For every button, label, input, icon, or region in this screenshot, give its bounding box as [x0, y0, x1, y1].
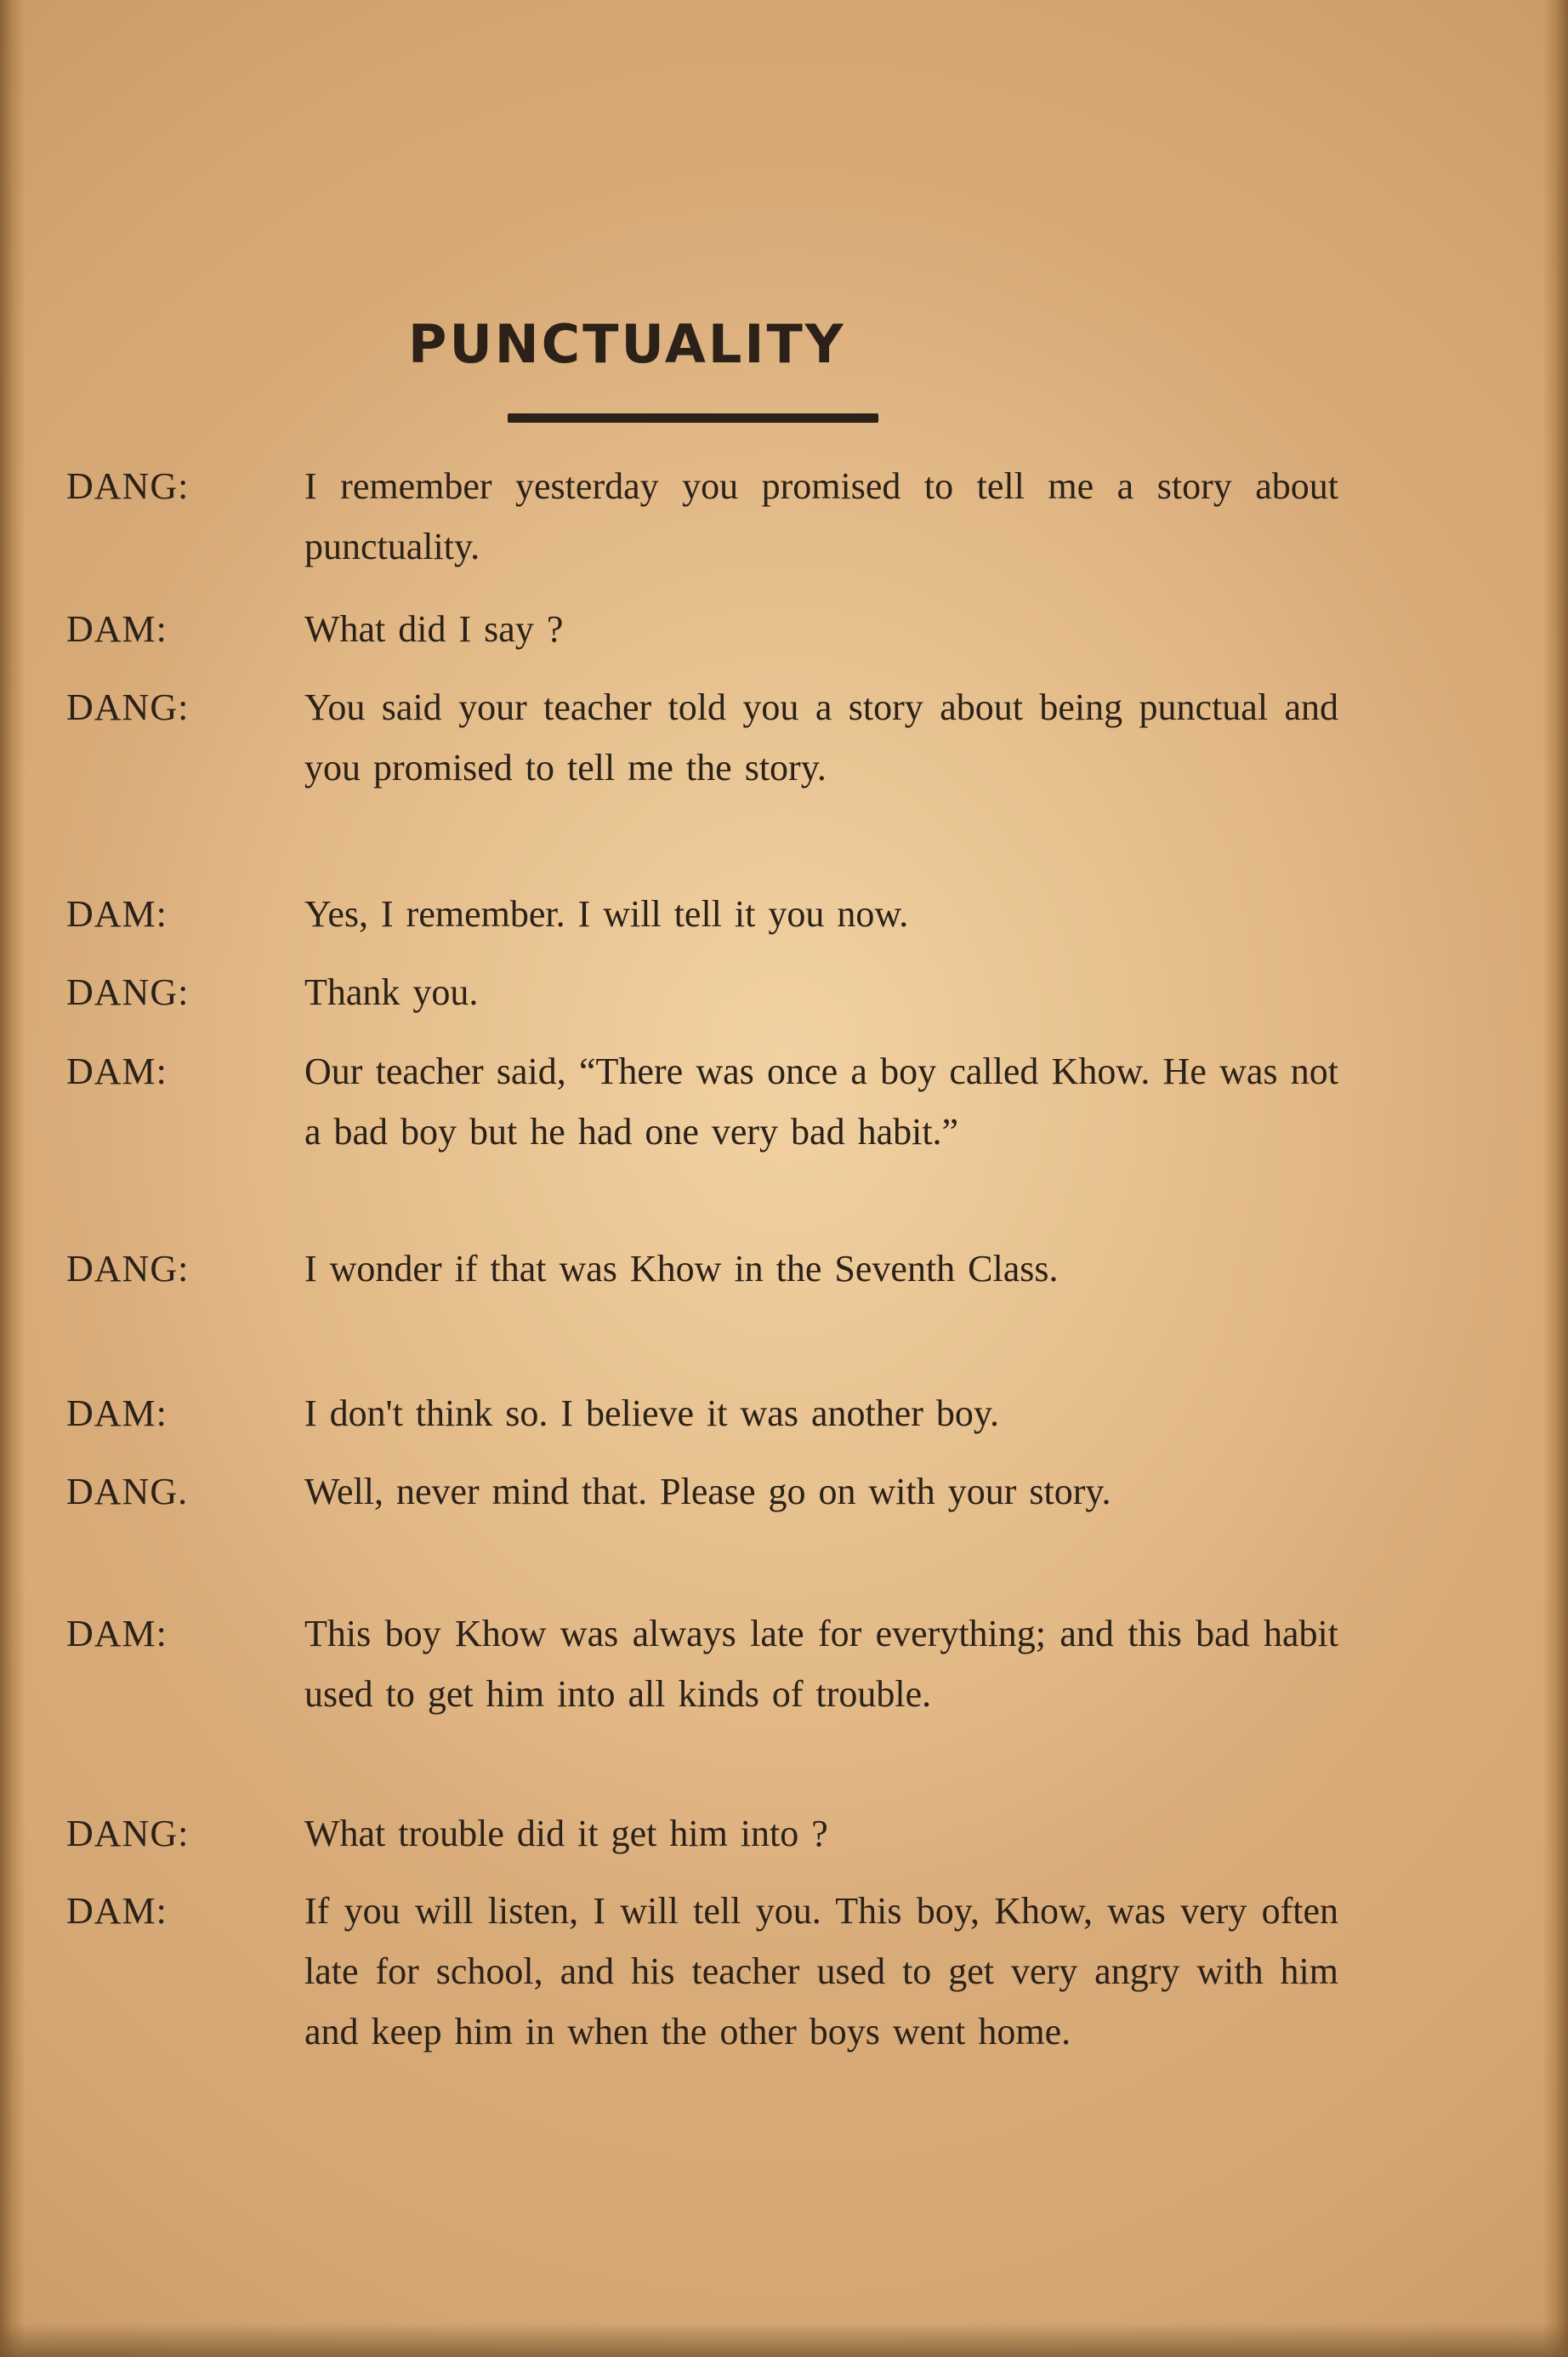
speech-text: You said your teacher told you a story about being punctual and you promised to tell me the story.: [304, 686, 1338, 789]
page-edge-shadow-left: [0, 0, 26, 2357]
speaker-label: DAM:: [66, 608, 168, 650]
speech-text: Thank you.: [304, 971, 479, 1013]
speaker-label: DANG.: [66, 1471, 189, 1512]
speech-text: Our teacher said, “There was once a boy called Khow. He was not a bad boy but he had one very bad habit.”: [304, 1050, 1338, 1153]
speaker-label: DAM:: [66, 1613, 168, 1654]
speech-text: Yes, I remember. I will tell it you now.: [304, 893, 909, 935]
page-edge-shadow-right: [1542, 0, 1568, 2357]
page-edge-shadow-bottom: [0, 2323, 1568, 2357]
speaker-label: DANG:: [66, 1248, 190, 1290]
speech-text: I wonder if that was Khow in the Seventh Class.: [304, 1248, 1059, 1290]
speech-text: Well, never mind that. Please go on with your story.: [304, 1471, 1111, 1512]
speaker-label: DANG:: [66, 465, 190, 507]
speaker-label: DAM:: [66, 893, 168, 935]
speech-text: What trouble did it get him into ?: [304, 1813, 828, 1854]
speaker-label: DANG:: [66, 686, 190, 728]
speech-text: This boy Khow was always late for everything; and this bad habit used to get him into all kinds of trouble.: [304, 1613, 1338, 1715]
speaker-label: DAM:: [66, 1392, 168, 1434]
speaker-label: DAM:: [66, 1890, 168, 1932]
page-title: PUNCTUALITY: [408, 313, 846, 375]
title-underline-rule: [508, 413, 878, 423]
speech-text: What did I say ?: [304, 608, 564, 650]
speech-text: If you will listen, I will tell you. This boy, Khow, was very often late for school, and his teacher used to get very angry with him and keep him in when the other boys went home.: [304, 1890, 1338, 2052]
speaker-label: DANG:: [66, 1813, 190, 1854]
speaker-label: DAM:: [66, 1050, 168, 1092]
speech-text: I don't think so. I believe it was another boy.: [304, 1392, 1000, 1434]
speaker-label: DANG:: [66, 971, 190, 1013]
speech-text: I remember yesterday you promised to tell me a story about punctuality.: [304, 465, 1338, 567]
